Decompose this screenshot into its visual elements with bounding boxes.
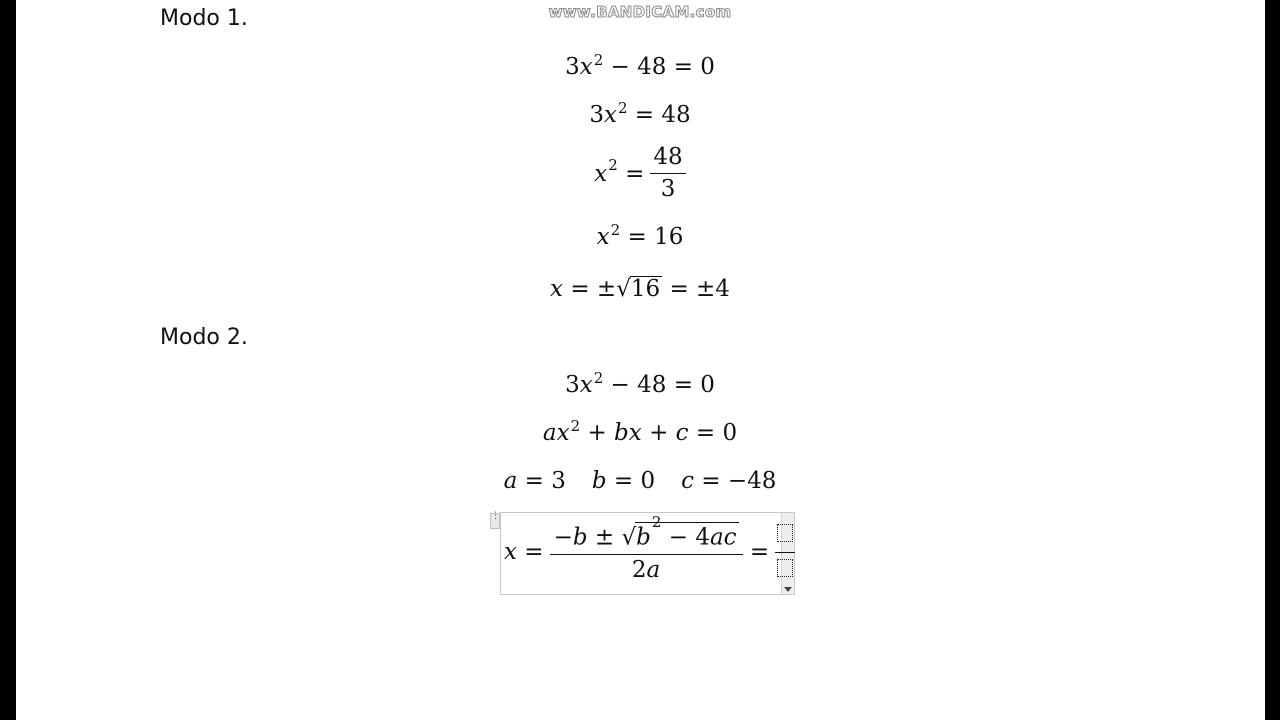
exponent: 2	[651, 512, 662, 531]
var-ac: ac	[709, 524, 737, 551]
denominator: 3	[660, 176, 676, 202]
placeholder-box-icon[interactable]	[777, 559, 793, 577]
var-b: b	[572, 524, 588, 551]
pre: = ±	[563, 276, 617, 302]
var-a: a	[503, 468, 518, 494]
var-x: x	[628, 420, 642, 446]
var-x: x	[579, 54, 593, 80]
var-b: b	[614, 420, 629, 446]
formula-fraction	[550, 512, 743, 584]
var-a: a	[542, 420, 557, 446]
minus-four: − 4	[661, 524, 710, 551]
equation-mode1-1[interactable]	[0, 51, 1280, 80]
equals: =	[617, 160, 645, 187]
quadratic-formula[interactable]	[504, 512, 795, 588]
var-a: a	[646, 557, 661, 584]
plus: +	[641, 420, 676, 446]
equation-move-handle[interactable]: ⋮	[490, 513, 500, 529]
var-b: b	[636, 524, 651, 551]
var-x: x	[579, 372, 593, 398]
coef: 3	[565, 372, 580, 398]
exponent: 2	[617, 99, 628, 117]
rest: = 0	[688, 420, 738, 446]
coef: 3	[589, 102, 604, 128]
plus-minus: ±	[587, 524, 622, 551]
equation-mode1-5[interactable]	[0, 276, 1280, 301]
equation-mode1-4[interactable]	[0, 221, 1280, 250]
var-x: x	[603, 102, 617, 128]
a-value: = 3	[517, 468, 566, 494]
minus: −	[553, 524, 573, 551]
placeholder-denominator[interactable]	[777, 553, 793, 583]
var-b: b	[591, 468, 607, 494]
equation-mode2-2[interactable]	[0, 417, 1280, 446]
equation-mode1-3[interactable]	[0, 146, 1280, 201]
placeholder-box-icon[interactable]	[777, 524, 793, 542]
var-c: c	[675, 420, 689, 446]
numerator: 48	[650, 146, 685, 174]
var-x: x	[550, 276, 564, 302]
var-x: x	[596, 224, 610, 250]
plus: +	[580, 420, 615, 446]
heading-modo-2: Modo 2.	[160, 325, 248, 350]
var-c: c	[681, 468, 694, 494]
equation-mode2-1[interactable]	[0, 369, 1280, 398]
c-value: = −48	[693, 468, 777, 494]
heading-modo-1: Modo 1.	[160, 6, 248, 31]
equals: =	[516, 539, 544, 565]
radicand	[635, 512, 738, 551]
exponent: 2	[570, 417, 581, 435]
var-x: x	[594, 160, 608, 187]
rest: = 16	[620, 224, 684, 250]
rest: − 48 = 0	[603, 54, 715, 80]
var-x: x	[504, 539, 517, 565]
b-value: = 0	[606, 468, 656, 494]
exponent: 2	[593, 51, 604, 69]
bandicam-watermark: www.BANDICAM.com	[548, 3, 732, 21]
equation-mode1-2[interactable]	[0, 99, 1280, 128]
equation-mode2-3[interactable]	[0, 470, 1280, 493]
radicand: 16	[630, 276, 661, 302]
fraction	[650, 146, 685, 201]
formula-numerator	[550, 512, 743, 556]
coef: 3	[565, 54, 580, 80]
rest: − 48 = 0	[603, 372, 715, 398]
exponent: 2	[608, 155, 618, 174]
rest: = 48	[627, 102, 691, 128]
placeholder-fraction[interactable]	[775, 522, 795, 583]
exponent: 2	[593, 369, 604, 387]
sqrt-sign: √	[621, 524, 637, 551]
two: 2	[631, 557, 647, 584]
post: = ±4	[662, 276, 730, 302]
exponent: 2	[610, 221, 621, 239]
var-x: x	[556, 420, 570, 446]
equals: =	[742, 539, 770, 565]
placeholder-numerator[interactable]	[775, 522, 795, 553]
sqrt-sign: √	[616, 276, 631, 302]
formula-denominator	[632, 555, 660, 582]
